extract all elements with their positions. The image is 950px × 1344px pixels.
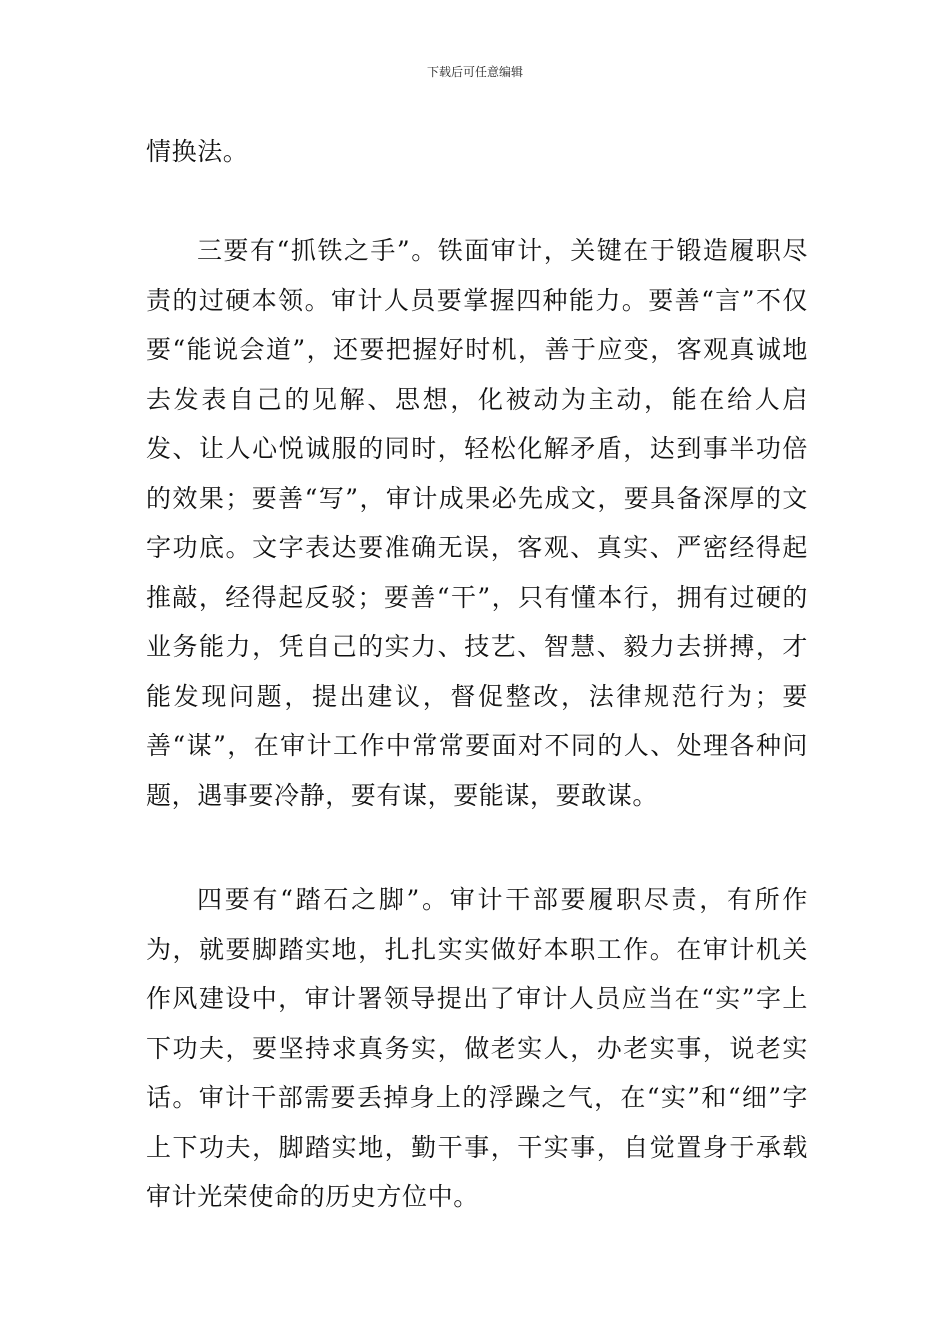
paragraph-three: 三要有“抓铁之手”。铁面审计，关键在于锻造履职尽责的过硬本领。审计人员要掌握四种能力。要善“言”不仅要“能说会道”，还要把握好时机，善于应变，客观真诚地去发表自己的见解、思想，化被动为主动，能在给人启发、让人心悦诚服的同时，轻松化解矛盾，达到事半功倍的效果；要善“写”，审计成果必先成文，要具备深厚的文字功底。文字表达要准确无误，客观、真实、严密经得起推敲，经得起反驳；要善“干”，只有懂本行，拥有过硬的业务能力，凭自己的实力、技艺、智慧、毅力去拼搏，才能发现问题，提出建议，督促整改，法律规范行为；要善“谋”，在审计工作中常常要面对不同的人、处理各种问题，遇事要冷静，要有谋，要能谋，要敢谋。 [146, 236, 808, 810]
header-note: 下载后可任意编辑 [426, 65, 523, 79]
paragraph-continued: 情换法。 [146, 137, 249, 166]
paragraph-four: 四要有“踏石之脚”。审计干部要履职尽责，有所作为，就要脚踏实地，扎扎实实做好本职工作。在审计机关作风建设中，审计署领导提出了审计人员应当在“实”字上下功夫，要坚持求真务实，做老实人，办老实事，说老实话。审计干部需要丢掉身上的浮躁之气，在“实”和“细”字上下功夫，脚踏实地，勤干事，干实事，自觉置身于承载审计光荣使命的历史方位中。 [146, 885, 808, 1211]
